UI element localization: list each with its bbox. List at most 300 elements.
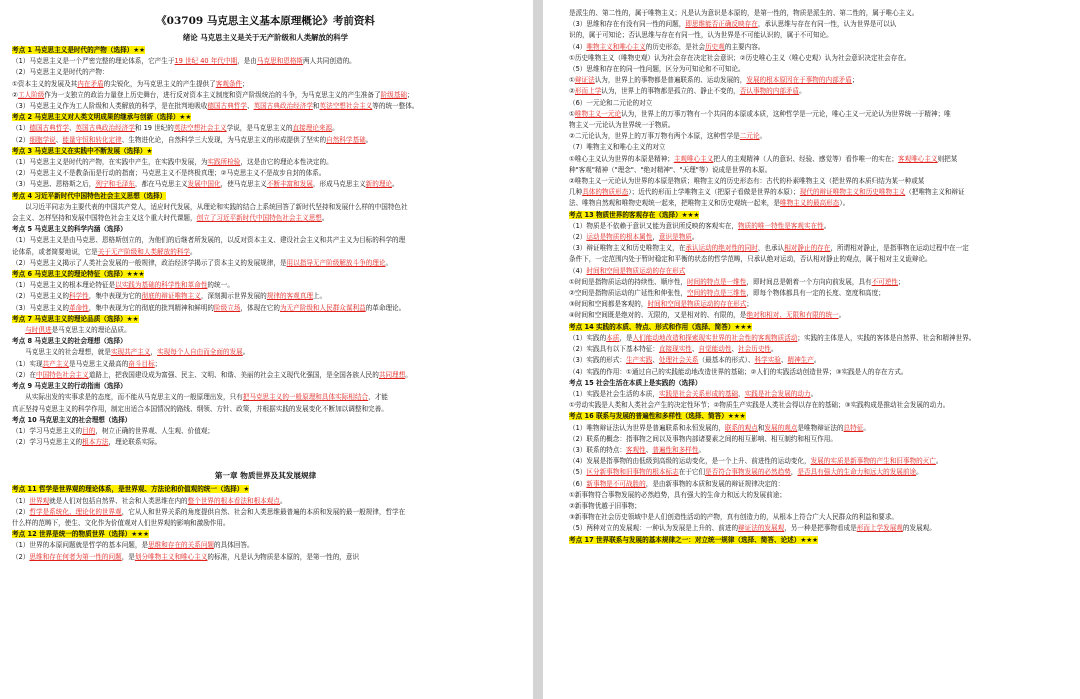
text-segment: （5）思维和存在的同一性问题，区分为可知论和不可知论。 (569, 65, 745, 74)
text-line (569, 232, 1068, 243)
text-line (569, 266, 1068, 277)
text-line (569, 310, 1068, 321)
text-segment: （1）学习马克思主义的 (12, 426, 83, 435)
text-line (569, 254, 1068, 265)
text-segment: 的统一。 (207, 281, 234, 290)
text-segment: ）。 (839, 199, 850, 208)
text-line (569, 221, 1068, 232)
highlighted-heading-text: 考点 14 实践的本质、特点、形式和作用（选择、简答）★★★ (569, 322, 753, 331)
key-term: 目的 (82, 426, 96, 435)
key-term: 客观性 (625, 445, 646, 454)
text-line (569, 501, 1068, 512)
key-term: 工人阶级 (17, 90, 45, 99)
text-segment: 种"客观"精神（"理念"、"绝对精神"、"天理"等）说成是世界的本原。 (569, 165, 772, 174)
key-term: 阶级立场 (214, 303, 241, 312)
key-term: 辩证法 (574, 76, 595, 85)
key-term: 发展的根本原因在于事物的内部矛盾 (746, 76, 852, 85)
text-line (12, 347, 519, 358)
text-segment: （3）辩证唯物主义和历史唯物主义，在 (569, 244, 686, 253)
key-term: 实践是社会关系形成的基础 (658, 389, 739, 398)
text-segment: （2）学习马克思主义的 (12, 438, 83, 447)
key-term: 自然科学基础 (326, 135, 366, 144)
text-segment: 等的统一整体。 (372, 102, 419, 111)
key-term: 奋斗目标 (128, 359, 155, 368)
key-term: 创立了习近平新时代中国特色社会主义思想 (196, 214, 322, 223)
key-term: 内在矛盾 (77, 79, 104, 88)
text-line (569, 243, 1068, 254)
text-segment: 。 (863, 423, 870, 432)
text-segment: 。 (365, 135, 373, 144)
key-term: 世界观 (29, 496, 50, 505)
text-line (569, 456, 1068, 467)
text-segment: ②空间是指物质运动的广延性和伸张性， (569, 289, 688, 298)
key-term: 与时俱进 (25, 326, 52, 335)
text-segment: ④时间和空间既是绝对的、无限的，又是相对的、有限的，是 (569, 311, 747, 320)
key-term: 处理社会关系 (658, 356, 699, 365)
text-segment: 、 (246, 102, 254, 111)
text-line (12, 258, 519, 269)
text-segment: 道路上，把我国建设成为富强、民主、文明、和谐、美丽的社会主义现代化强国，是全国各族人民的 (88, 370, 379, 379)
text-segment: 考点 15 社会生活在本质上是实践的（选择） (569, 378, 702, 387)
highlighted-heading-text: 考点 16 联系与发展的普遍性和多样性（选择、简答）★★★ (569, 412, 746, 421)
text-segment: 物主义一元论认为世界统一于物质。 (569, 121, 675, 130)
text-segment: ， (652, 233, 659, 242)
key-term: 列宁和毛泽东 (95, 180, 135, 189)
key-term: 客观条件 (215, 79, 243, 88)
text-segment: ）；近代的形而上学唯物主义（把原子看做是世界的本原）； (628, 188, 800, 197)
text-segment: （2） (569, 233, 587, 242)
key-term: 自觉能动性 (698, 345, 732, 354)
text-segment: ，集中表现为它的彻底的批判精神和鲜明的 (88, 303, 215, 312)
key-term: 19 世纪 40 年代中期 (174, 57, 238, 66)
text-segment: ，使马克思主义 (220, 180, 267, 189)
text-segment: 上。 (312, 292, 327, 301)
highlighted-heading-text: 考点 12 世界是统一的物质世界（选择）★★★ (12, 530, 149, 539)
key-term: 关于无产阶级和人类解放的科学 (97, 247, 191, 256)
key-term: 具体的物质形态 (582, 188, 629, 197)
text-line (569, 378, 1068, 389)
key-point-heading (569, 322, 1068, 333)
key-term: 划分唯物主义和唯心主义 (134, 552, 208, 561)
key-term: 历史观 (705, 42, 725, 51)
key-term: 细胞学说 (29, 135, 56, 144)
text-line (569, 490, 1068, 501)
text-line (569, 86, 1068, 97)
text-segment: （3）思维和存在有没有同一性的问题， (569, 20, 686, 29)
key-term: 绝对和相对、无限和有限的统一 (746, 311, 839, 320)
highlighted-heading-text: 考点 2 马克思主义对人类文明成果的继承与创新（选择）★★ (12, 113, 192, 122)
text-segment: （3）马克思主义的 (12, 303, 69, 312)
key-term: 不可逆性 (871, 277, 899, 286)
text-segment: （3）马克思、恩格斯之后， (12, 180, 96, 189)
key-term: 英国古典政治经济学 (253, 102, 313, 111)
text-segment: 。 (332, 124, 339, 133)
text-segment: 真正坚持马克思主义的科学作用，制定出适合本国情况的路线、纲领、方针、政策，并根据实践的发展变化不断加以调整和完善。 (12, 404, 388, 413)
text-line (569, 445, 1068, 456)
text-segment: 。 (691, 233, 699, 242)
text-segment: ； (154, 359, 162, 368)
key-term: 彻底的辩证唯物主义 (141, 292, 201, 301)
key-term: 共同理想 (378, 370, 406, 379)
key-term: 德国古典哲学 (29, 124, 69, 133)
key-term: 生产实践 (625, 356, 653, 365)
text-segment: （把唯物主义和辩证 (905, 188, 965, 197)
text-segment: ，体现在它的 (240, 303, 280, 312)
text-segment: （6） (569, 479, 587, 488)
text-segment: ； (406, 90, 414, 99)
text-segment: ； (898, 277, 905, 286)
text-segment: 从实际出发的实事求是的态度，而不能从马克思主义的一般原理出发，只有 (12, 393, 243, 402)
text-segment: ① (569, 109, 575, 118)
key-term: 共产主义 (42, 359, 69, 368)
key-term: 思维和存在何者为第一性的问题 (29, 552, 122, 561)
key-term: 社会历史性 (738, 345, 772, 354)
text-segment: ，树立正确的世界观、人生观、价值观； (95, 426, 215, 435)
text-line (12, 123, 519, 134)
key-term: 辩证法的发展观 (738, 524, 785, 533)
key-point-heading (12, 224, 519, 235)
key-term: 时间和空间是物质运动的存在形式 (647, 300, 747, 309)
text-segment: 的尖锐化，为马克思主义的产生提供了 (103, 79, 216, 88)
text-line (12, 235, 519, 246)
key-point-heading (12, 415, 519, 426)
text-line (12, 79, 519, 90)
key-term: 精神生产 (787, 356, 814, 365)
key-term: 为无产阶级和人民群众谋利益 (279, 303, 366, 312)
text-line (12, 404, 519, 415)
text-line (569, 109, 1068, 120)
key-term: 相对静止的存在 (784, 244, 831, 253)
key-point-heading (12, 269, 519, 280)
text-segment: 就是人们对包括自然界、社会和人类思维在内的 (49, 496, 188, 505)
text-segment: 作为一支独立的政治力量登上历史舞台，进行反对资本主义制度和资产阶级统治的斗争，为马克思主义的产生准备了 (44, 90, 381, 99)
text-segment: 。 (799, 87, 806, 96)
key-point-heading (12, 112, 519, 123)
text-line (569, 198, 1068, 209)
key-term: 革命性 (68, 303, 89, 312)
text-line (569, 423, 1068, 434)
text-segment: ，另一种是把事物看成是 (784, 524, 857, 533)
text-line (569, 299, 1068, 310)
intro-heading: 绪论 马克思主义是关于无产阶级和人类解放的科学 (182, 33, 349, 42)
text-segment: （2） (12, 507, 30, 516)
key-term: 唯物主义的最高形态 (780, 199, 840, 208)
text-segment: 的标准，凡是认为物质是本原的，是第一性的，意识 (207, 552, 360, 561)
text-segment: （1） (12, 124, 30, 133)
text-line (12, 168, 519, 179)
key-point-heading (12, 381, 519, 392)
text-line (569, 154, 1068, 165)
key-term: 科学实验 (754, 356, 781, 365)
text-segment: 。 (392, 180, 399, 189)
text-line (12, 370, 519, 381)
text-line (569, 355, 1068, 366)
key-point-heading (12, 146, 519, 157)
key-term: 把马克思主义的一般原理和具体实际相结合 (242, 393, 369, 402)
text-segment: 。 (242, 348, 250, 357)
text-segment: （2）马克思主义是时代的产物： (12, 68, 109, 77)
text-line (569, 19, 1068, 30)
text-segment: 则把某 (937, 154, 958, 163)
text-segment: （3）马克思主义作为工人阶级和人类解放的科学，是在批判地吸收 (12, 102, 208, 111)
text-line (12, 101, 519, 112)
key-term: 客观唯心主义 (898, 154, 938, 163)
text-line (12, 56, 519, 67)
key-term: 形而上学 (574, 87, 602, 96)
text-segment: ①唯心主义认为世界的本原是精神； (569, 154, 674, 163)
text-segment: ② (12, 90, 18, 99)
text-segment: 是唯物辩证法的 (797, 423, 844, 432)
key-term: 整个世界的根本看法和根本观点 (187, 496, 280, 505)
text-segment: 。 (698, 445, 706, 454)
text-segment: ，都在马克思主义 (134, 180, 188, 189)
text-line (569, 75, 1068, 86)
text-segment: 认为，世界上的事物都是普遍联系的、运动发展的， (594, 76, 747, 85)
intro-content (12, 45, 519, 448)
text-line (569, 389, 1068, 400)
text-segment: 。 (190, 247, 197, 256)
text-segment: ，才能 (368, 393, 388, 402)
text-segment: （2）联系的概念：指事物之间以及事物内部诸要素之间的相互影响、相互制约和相互作用。 (569, 434, 837, 443)
text-segment: ①资本主义的发展及其 (12, 79, 78, 88)
text-segment: 、生物进化论，自然科学三大发现，为马克思主义的形成提供了坚实的 (121, 135, 327, 144)
text-line (12, 552, 519, 563)
text-segment: ， (150, 348, 158, 357)
text-segment: （4）发展是指事物的由低级到高级的运动变化，是一个上升、前进性的运动变化， (569, 457, 811, 466)
text-segment: ，承认思维与存在有同一性，认为世界是可以认 (757, 20, 897, 29)
text-segment: ，是由新事物的本质和发展的辩证规律决定的： (645, 479, 785, 488)
key-term: 实践是社会发展的动力 (744, 389, 811, 398)
text-segment: 考点 10 马克思主义的社会理想（选择） (12, 415, 132, 424)
key-term: 人们能动地改造和探索现实世界的社会性的客观物质活动 (632, 333, 798, 342)
highlighted-heading-text: 考点 13 物质世界的客观存在（选择）★★★ (569, 210, 700, 219)
text-segment: 认为，世界上的万事万物有一个共同的本原或本质，这种哲学是一元论，唯心主义一元论认为世界统一于精神；唯 (621, 109, 951, 118)
key-term: 即思维能否正确反映存在 (685, 20, 758, 29)
text-segment: 的发展观。 (902, 524, 936, 533)
text-segment: 的主要内容。 (724, 42, 765, 51)
text-line (569, 30, 1068, 41)
text-segment: 。 (823, 221, 831, 230)
key-point-heading (12, 529, 519, 540)
text-segment: 。 (321, 214, 329, 223)
text-segment: （3）实践的形式： (569, 356, 626, 365)
text-segment: （1） (12, 496, 30, 505)
key-point-heading (12, 336, 519, 347)
text-segment: ，这是由它的理论本性决定的。 (240, 158, 333, 167)
text-segment: ，即时间总是朝着一个方向向前发展，具有 (746, 277, 872, 286)
text-segment: ，是由 (237, 57, 257, 66)
text-line (12, 291, 519, 302)
text-segment: 会主义、怎样坚持和发展中国特色社会主义这个重大时代课题， (12, 214, 197, 223)
key-term: 阶级基础 (380, 90, 407, 99)
text-segment: ③新事物在社会历史领域中是人们创造性活动的产物，真有创造力的，从根本上符合广大人民群众的利益和要求。 (569, 513, 899, 522)
text-line (12, 392, 519, 403)
text-segment: （2）马克思主义揭示了人类社会发展的一般规律，政治经济学揭示了资本主义的发展规律，是 (12, 258, 287, 267)
text-segment: （2） (12, 552, 30, 561)
key-term: 科学性 (68, 292, 89, 301)
key-term: 能量守恒和转化定律 (62, 135, 122, 144)
text-segment: ②二元论认为，世界上的万事万物有两个本原，这种哲学是 (569, 132, 740, 141)
key-term: 科学性和革命性 (161, 281, 208, 290)
key-term: 否认事物的内部矛盾 (739, 87, 800, 96)
key-term: 直接理论来源 (292, 124, 333, 133)
text-segment: ，所谓相对静止，是指事物在运动过程中在一定 (830, 244, 969, 253)
text-segment: 、 (691, 345, 699, 354)
text-segment: 几种 (569, 188, 583, 197)
text-segment: ，它从人和世界关系的角度提供自然、社会和人类思维最普遍的本质和发展的最一般规律，哲学在 (121, 507, 406, 516)
text-line (569, 277, 1068, 288)
text-segment: （2）实践具有以下基本特征： (569, 345, 659, 354)
key-term: 英国古典政治经济学 (75, 124, 135, 133)
text-segment: 考点 5 马克思主义的科学内涵（选择） (12, 225, 127, 234)
key-term: 规律的客观真理 (266, 292, 313, 301)
page-gutter (533, 0, 543, 699)
text-segment: ② (569, 87, 575, 96)
text-segment: （最基本的形式）、 (698, 356, 755, 365)
text-segment: 。 (279, 496, 287, 505)
text-line (569, 333, 1068, 344)
text-segment: （5）两种对立的发展观：一种认为发展是上升的、前进的 (569, 524, 739, 533)
text-line (12, 426, 519, 437)
text-segment: （2） (12, 135, 30, 144)
key-term: 用以指导无产阶级解放斗争的理论 (286, 258, 386, 267)
text-segment: 。 (813, 356, 821, 365)
text-line (569, 187, 1068, 198)
key-point-heading (569, 535, 1068, 546)
key-term: 意识是物质 (658, 233, 692, 242)
text-segment: （5） (569, 468, 587, 477)
text-line (12, 496, 519, 507)
text-line (569, 367, 1068, 378)
key-term: 新的理论 (365, 180, 393, 189)
text-segment: ，是 (121, 552, 135, 561)
key-term: 发展的观点 (764, 423, 798, 432)
text-segment: （4） (569, 42, 587, 51)
key-term: 实现每个人自由而全面的发展 (157, 348, 243, 357)
key-term: 哲学是系统化、理论化的世界观 (29, 507, 122, 516)
text-line (569, 176, 1068, 187)
text-segment: （1）唯物辩证法认为世界是普遍联系和永恒发展的， (569, 423, 725, 432)
document-page-left (0, 0, 533, 699)
text-segment: ； (746, 300, 753, 309)
text-segment: ； (851, 76, 859, 85)
text-line (569, 120, 1068, 131)
text-line (569, 434, 1068, 445)
text-segment: 的革命理论。 (365, 303, 406, 312)
text-line (569, 400, 1068, 411)
text-line (569, 512, 1068, 523)
key-term: 是否符合事物发展的必然趋势 (705, 468, 791, 477)
text-segment: 学说，是马克思主义的 (226, 124, 293, 133)
text-line (569, 42, 1068, 53)
text-line (12, 540, 519, 551)
text-segment: 、 (652, 356, 659, 365)
key-term: 总特征 (843, 423, 864, 432)
text-segment: ，即每个物体都具有一定的长度、宽度和高度； (746, 289, 885, 298)
text-segment: ①新事物符合事物发展的必然趋势，具有强大的生命力和远大的发展前途； (569, 490, 786, 499)
highlighted-heading-text: 考点 7 马克思主义的理论品质（选择）★★ (12, 314, 139, 323)
text-segment: ； (242, 79, 249, 88)
text-segment: 论体系，或者简要地说，它是 (12, 247, 98, 256)
key-term: 实现共产主义 (110, 348, 151, 357)
text-segment: ①时间是指物质运动的持续性、顺序性， (569, 277, 688, 286)
chapter-heading: 第一章 物质世界及其发展规律 (214, 471, 317, 481)
highlighted-heading-text: 考点 1 马克思主义是时代的产物（选择）★★ (12, 46, 146, 54)
key-point-heading (12, 484, 519, 495)
key-term: 马克思和恩格斯 (256, 57, 304, 66)
text-line (12, 202, 519, 213)
key-term: 是否具有强大的生命力和远大的发展前途 (797, 468, 917, 477)
text-segment: 法、唯物自然观和唯物史观统一起来，把唯物主义和历史观统一起来，是 (569, 199, 780, 208)
text-segment: ①劳动实践是人类和人类社会产生的决定性环节；②物质生产实践是人类社会得以存在的基础；③实践构成是推动社会发展的动力。 (569, 401, 950, 410)
text-line (12, 325, 519, 336)
text-segment: 是马克思主义的理论品质。 (51, 326, 131, 335)
text-line (569, 165, 1068, 176)
key-term: 德国古典哲学 (207, 102, 247, 111)
key-term: 现代的辩证唯物主义和历史唯物主义 (799, 188, 906, 197)
text-segment: （7）唯物主义和唯心主义的对立 (569, 143, 666, 152)
text-segment: ，形成马克思主义 (312, 180, 366, 189)
key-term: 直接现实性 (658, 345, 692, 354)
text-segment (12, 326, 25, 334)
key-point-heading (12, 314, 519, 325)
key-term: 普遍性和多样性 (652, 445, 699, 454)
key-term: 时间的特点是一维性 (687, 277, 747, 286)
text-segment: （1）马克思主义是时代的产物，在实践中产生，在实践中发展，为 (12, 158, 208, 167)
text-segment: 、 (731, 345, 739, 354)
text-segment: ，也承认 (757, 244, 785, 253)
text-line (12, 67, 519, 78)
text-segment: ①历史唯物主义（唯物史观）认为社会存在决定社会意识；②历史唯心主义（唯心史观）认为社会意识决定社会存在。 (569, 53, 911, 62)
key-term: 空间的特点是三维性 (687, 289, 747, 298)
text-line (12, 213, 519, 224)
text-segment: 是马克思主义最高的 (68, 359, 129, 368)
text-segment: （2）马克思主义的 (12, 292, 69, 301)
text-segment: 。 (810, 389, 818, 398)
key-term: 承认运动的绝对性的同时 (685, 244, 758, 253)
text-segment: 的历史形态，是社会 (645, 42, 706, 51)
text-segment: ① (569, 76, 575, 85)
document-page-right (543, 0, 1080, 699)
text-segment: （1）实现 (12, 359, 43, 368)
text-segment: 、 (68, 124, 76, 133)
text-segment: ②新事物优越于旧事物； (569, 501, 641, 510)
text-segment: 。 (935, 457, 943, 466)
key-point-heading (12, 191, 519, 202)
text-segment: 和 19 世纪的 (134, 124, 174, 133)
text-segment: （1）马克思主义的根本理论特征是 (12, 281, 116, 290)
key-term: 发展的实质是新事物的产生和旧事物的灭亡 (810, 457, 936, 466)
text-segment: ，是 (619, 333, 633, 342)
text-line (569, 142, 1068, 153)
text-segment: 的具体回答。 (214, 541, 254, 550)
key-term: 主观唯心主义 (673, 154, 714, 163)
text-segment: 。 (385, 258, 393, 267)
document-title: 《03709 马克思主义基本原理概论》考前资料 (156, 15, 375, 27)
text-line (12, 359, 519, 370)
highlighted-heading-text: 考点 17 世界联系与发展的基本规律之一：对立统一规律（选择、简答、论述）★★★ (569, 535, 819, 544)
key-term: 不断丰富和发展 (266, 180, 313, 189)
text-segment: ，理论联系实际。 (108, 438, 162, 447)
key-term: 唯物主义一元论 (574, 109, 622, 118)
text-line (569, 467, 1068, 478)
key-term: 根本方法 (82, 438, 109, 447)
key-term: 发展中国化 (187, 180, 221, 189)
text-segment: ②唯物主义一元论认为世界的本原是物质；唯物主义的历史形态有：古代的朴素唯物主义（把世界的本质归结为某一种或某 (569, 177, 925, 186)
text-segment: 。 (405, 370, 412, 379)
key-term: 思维和存在的关系问题 (148, 541, 215, 550)
key-term: 英法空想社会主义 (173, 124, 227, 133)
